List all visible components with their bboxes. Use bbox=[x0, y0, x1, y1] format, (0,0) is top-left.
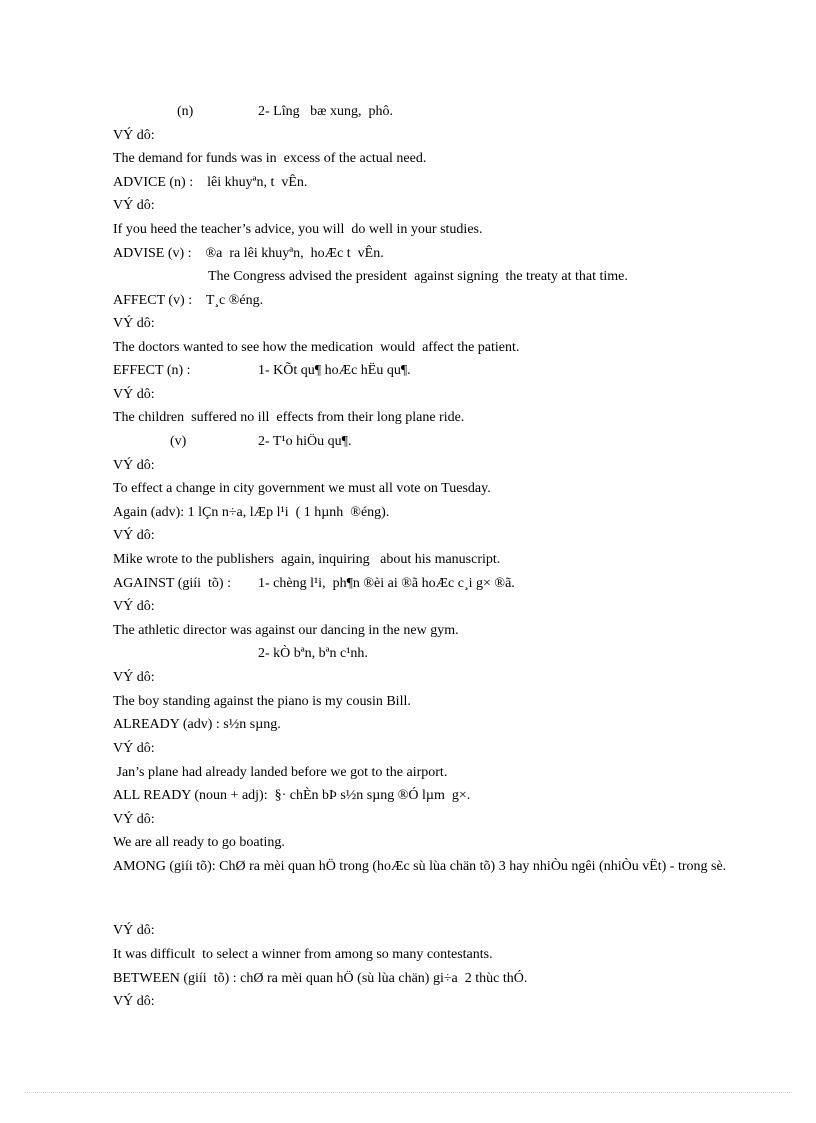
example-label: VÝ dô: bbox=[113, 741, 155, 756]
example-sentence: The athletic director was against our dancing in the new gym. bbox=[113, 623, 459, 638]
example-label: VÝ dô: bbox=[113, 812, 155, 827]
entry-all-ready: ALL READY (noun + adj): §· chÈn bÞ s½n sµng ®Ó lµm g×. bbox=[113, 788, 471, 803]
example-sentence: Jan’s plane had already landed before we got to the airport. bbox=[113, 765, 448, 780]
sense-label-v: (v) bbox=[170, 434, 187, 449]
example-sentence: If you heed the teacher’s advice, you will do well in your studies. bbox=[113, 222, 483, 237]
example-label: VÝ dô: bbox=[113, 387, 155, 402]
example-sentence: The children suffered no ill effects from their long plane ride. bbox=[113, 410, 465, 425]
example-label: VÝ dô: bbox=[113, 670, 155, 685]
example-label: VÝ dô: bbox=[113, 528, 155, 543]
entry-among: AMONG (giíi tõ): ChØ ra mèi quan hÖ trong (hoÆc sù lùa chän tõ) 3 hay nhiÒu ngêi (nhiÒu vËt) - trong sè. bbox=[113, 859, 727, 874]
example-sentence: Mike wrote to the publishers again, inquiring about his manuscript. bbox=[113, 552, 501, 567]
example-label: VÝ dô: bbox=[113, 458, 155, 473]
example-sentence: The doctors wanted to see how the medication would affect the patient. bbox=[113, 340, 520, 355]
sense-label-n: (n) bbox=[177, 104, 194, 119]
entry-affect: AFFECT (v) : T¸c ®éng. bbox=[113, 293, 264, 308]
page-bottom-border bbox=[24, 1092, 792, 1093]
example-label: VÝ dô: bbox=[113, 128, 155, 143]
entry-effect: EFFECT (n) : bbox=[113, 363, 191, 378]
example-label: VÝ dô: bbox=[113, 198, 155, 213]
example-label: VÝ dô: bbox=[113, 599, 155, 614]
entry-advice: ADVICE (n) : lêi khuyªn, t vÊn. bbox=[113, 175, 308, 190]
example-label: VÝ dô: bbox=[113, 923, 155, 938]
example-sentence: The boy standing against the piano is my cousin Bill. bbox=[113, 694, 411, 709]
definition-text: 1- KÕt qu¶ hoÆc hËu qu¶. bbox=[258, 363, 411, 378]
entry-already: ALREADY (adv) : s½n sµng. bbox=[113, 717, 281, 732]
entry-again: Again (adv): 1 lÇn n÷a, lÆp l¹i ( 1 hµnh ®éng). bbox=[113, 505, 390, 520]
definition-text: 2- T¹o hiÖu qu¶. bbox=[258, 434, 352, 449]
entry-between: BETWEEN (giíi tõ) : chØ ra mèi quan hÖ (sù lùa chän) gi÷a 2 thùc thÓ. bbox=[113, 971, 528, 986]
example-sentence: The Congress advised the president against signing the treaty at that time. bbox=[208, 269, 628, 284]
definition-text: 2- kÒ bªn, bªn c¹nh. bbox=[258, 646, 368, 661]
definition-text: 1- chèng l¹i, ph¶n ®èi ai ®ã hoÆc c¸i g× ®ã. bbox=[258, 576, 515, 591]
example-sentence: To effect a change in city government we must all vote on Tuesday. bbox=[113, 481, 491, 496]
example-sentence: It was difficult to select a winner from among so many contestants. bbox=[113, 947, 493, 962]
example-sentence: The demand for funds was in excess of the actual need. bbox=[113, 151, 427, 166]
entry-against: AGAINST (giíi tõ) : bbox=[113, 576, 231, 591]
example-sentence: We are all ready to go boating. bbox=[113, 835, 285, 850]
example-label: VÝ dô: bbox=[113, 316, 155, 331]
example-label: VÝ dô: bbox=[113, 994, 155, 1009]
definition-text: 2- Lîng bæ xung, phô. bbox=[258, 104, 393, 119]
entry-advise: ADVISE (v) : ®a ra lêi khuyªn, hoÆc t vÊn. bbox=[113, 246, 384, 261]
